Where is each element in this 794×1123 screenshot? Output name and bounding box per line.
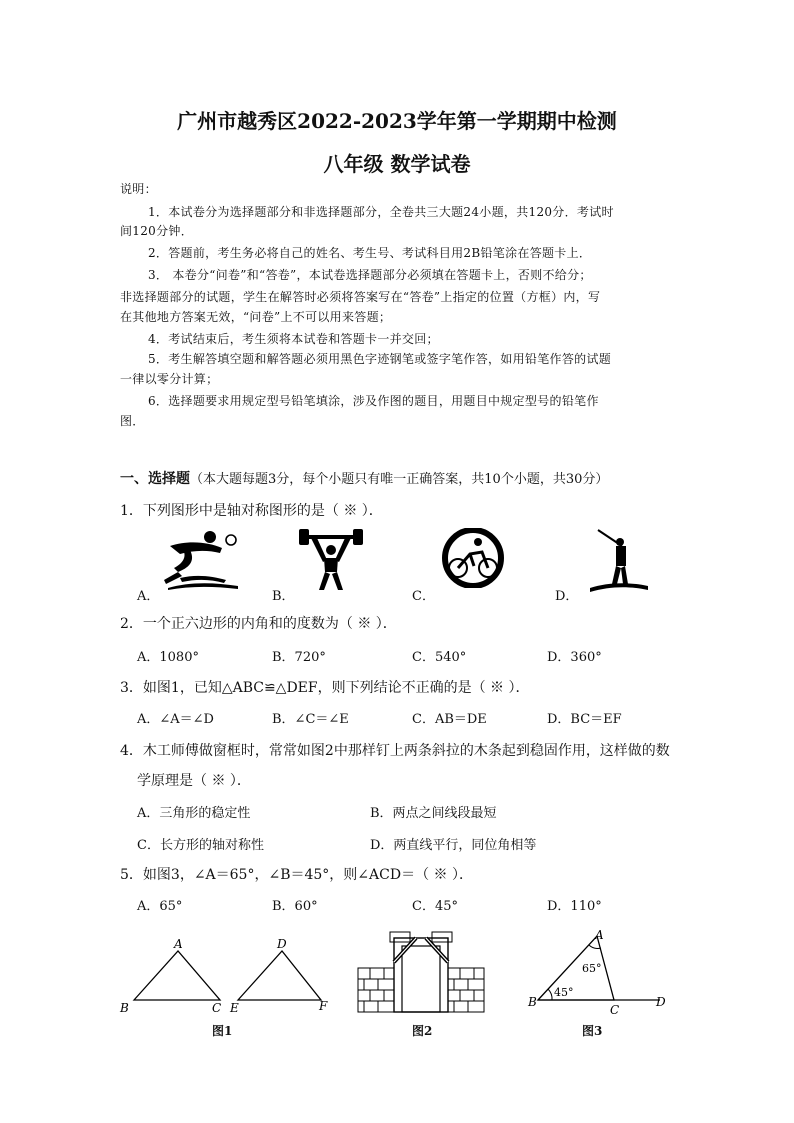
note-3: 3． 本卷分“问卷”和“答卷”，本试卷选择题部分必须填在答题卡上，否则不给分；: [148, 268, 592, 282]
note-5b: 一律以零分计算；: [120, 372, 219, 386]
triangle-abc: [134, 951, 220, 1000]
q3-stem: 3．如图1，已知△ABC≌△DEF，则下列结论不正确的是（ ※ ）．: [120, 680, 530, 696]
fig3-label-b: B: [528, 995, 537, 1009]
note-1b: 间120分钟．: [120, 224, 194, 238]
triangle-def: [238, 951, 321, 1000]
note-1: 1．本试卷分为选择题部分和非选择题部分，全卷共三大题24小题，共120分．考试时: [148, 205, 614, 219]
exam-subtitle: 八年级 数学试卷: [323, 152, 471, 176]
q1-option-c[interactable]: C．: [412, 589, 435, 604]
q2-option-c[interactable]: C．540°: [412, 650, 467, 665]
fig3-label-c: C: [610, 1003, 620, 1016]
q3-option-d[interactable]: D．BC＝EF: [547, 712, 622, 727]
volleyball-player-icon: [160, 528, 242, 590]
fig1-label-e: E: [230, 1001, 239, 1015]
fig1-label-a: A: [174, 937, 183, 951]
section-title: 一、选择题: [120, 471, 190, 487]
q5-stem: 5．如图3，∠A＝65°，∠B＝45°，则∠ACD＝（ ※ ）．: [120, 867, 473, 883]
q2-option-a[interactable]: A．1080°: [137, 650, 199, 665]
fig3-label-a: A: [595, 928, 604, 942]
fig3-label-d: D: [656, 995, 666, 1009]
q2-option-b[interactable]: B．720°: [272, 650, 326, 665]
figure-3-triangle: [524, 926, 674, 1016]
section-desc: （本大题每题3分，每个小题只有唯一正确答案，共10个小题，共30分）: [190, 472, 609, 487]
angle-b-arc: [548, 989, 552, 1000]
q4-option-c[interactable]: C．长方形的轴对称性: [137, 838, 264, 853]
note-3c: 在其他地方答案无效，“问卷”上不可以用来答题；: [120, 310, 392, 324]
note-3b: 非选择题部分的试题，学生在解答时必须将答案写在“答卷”上指定的位置（方框）内，写: [120, 290, 601, 304]
figure-3-caption: 图3: [582, 1024, 603, 1038]
note-6b: 图．: [120, 414, 145, 428]
q1-option-b[interactable]: B．: [272, 589, 295, 604]
note-6: 6．选择题要求用规定型号铅笔填涂，涉及作图的题目，用题目中规定型号的铅笔作: [148, 394, 599, 408]
note-5: 5．考生解答填空题和解答题必须用黑色字迹钢笔或签字笔作答，如用铅笔作答的试题: [148, 352, 612, 366]
q3-option-a[interactable]: A．∠A＝∠D: [137, 712, 214, 727]
section-heading: [120, 468, 608, 488]
cyclist-icon: [436, 528, 510, 588]
exam-title: 广州市越秀区2022-2023学年第一学期期中检测: [177, 109, 617, 133]
fig3-angle-a: 65°: [582, 962, 602, 975]
q1-stem: 1．下列图形中是轴对称图形的是（ ※ ）．: [120, 503, 383, 519]
q3-option-c[interactable]: C．AB＝DE: [412, 712, 487, 727]
golfer-icon: [588, 528, 650, 594]
q4-option-a[interactable]: A．三角形的稳定性: [137, 806, 251, 821]
fig3-angle-b: 45°: [554, 986, 574, 999]
figure-1-caption: 图1: [212, 1024, 233, 1038]
figure-2-window-frame: [354, 928, 488, 1014]
q3-option-b[interactable]: B．∠C＝∠E: [272, 712, 349, 727]
weightlifter-icon: [297, 526, 365, 592]
fig1-label-f: F: [319, 999, 328, 1013]
q5-option-b[interactable]: B．60°: [272, 899, 318, 914]
q4-option-b[interactable]: B．两点之间线段最短: [370, 806, 497, 821]
q5-option-c[interactable]: C．45°: [412, 899, 458, 914]
q4-stem-cont: 学原理是（ ※ ）．: [137, 773, 251, 789]
q4-stem: 4．木工师傅做窗框时，常常如图2中那样钉上两条斜拉的木条起到稳固作用，这样做的数: [120, 743, 670, 759]
figure-1-triangles: [116, 936, 336, 1020]
fig1-label-b: B: [120, 1001, 129, 1015]
q5-option-a[interactable]: A．65°: [137, 899, 183, 914]
q1-option-d[interactable]: D．: [555, 589, 579, 604]
q2-stem: 2．一个正六边形的内角和的度数为（ ※ ）．: [120, 616, 397, 632]
q4-option-d[interactable]: D．两直线平行，同位角相等: [370, 838, 537, 853]
figure-2-caption: 图2: [412, 1024, 433, 1038]
q5-option-d[interactable]: D．110°: [547, 899, 602, 914]
q2-option-d[interactable]: D．360°: [547, 650, 602, 665]
note-4: 4．考试结束后，考生须将本试卷和答题卡一并交回；: [148, 332, 439, 346]
notes-heading: 说明：: [120, 182, 157, 196]
fig1-label-c: C: [212, 1001, 222, 1015]
note-2: 2．答题前，考生务必将自己的姓名、考生号、考试科目用2B铅笔涂在答题卡上．: [148, 246, 592, 260]
q1-option-a[interactable]: A．: [137, 589, 160, 604]
fig1-label-d: D: [277, 937, 287, 951]
